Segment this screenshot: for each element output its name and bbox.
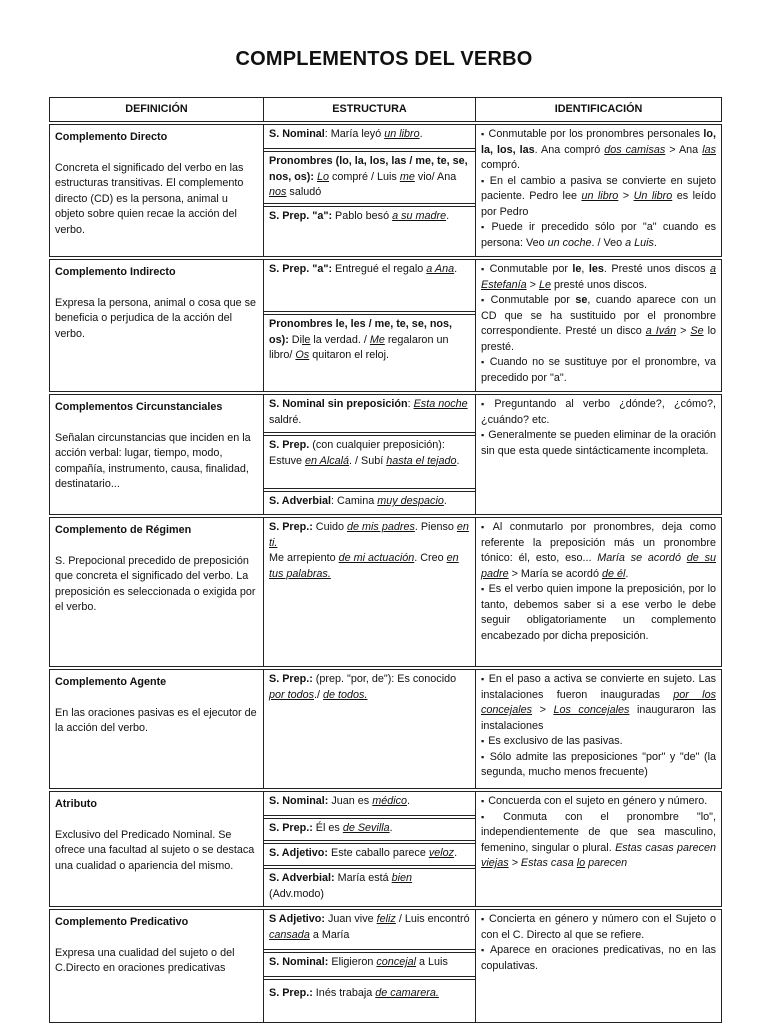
structure-text: ./ — [314, 688, 324, 701]
id-text: > — [526, 278, 539, 291]
definition-title: Complementos Circunstanciales — [55, 401, 223, 413]
structure-text: . — [407, 795, 411, 807]
example-highlight: médico — [372, 795, 408, 807]
id-text: lo presté. — [481, 325, 716, 353]
id-text: > — [532, 704, 554, 716]
example-highlight: de todos. — [323, 688, 368, 701]
structure-cell — [263, 151, 476, 204]
structure-text: a María — [309, 928, 350, 941]
example-highlight: de Sevilla — [342, 822, 390, 834]
structure-cell — [263, 818, 476, 841]
example-highlight: bien — [391, 872, 413, 884]
definition-text: Concreta el significado del verbo en las estructuras transitivas. El complemento directo (CD) es la persona, animal u objeto sobre quien recae la acción del verbo. — [55, 161, 244, 236]
identification-item — [481, 355, 716, 386]
identification-item — [481, 174, 716, 221]
id-bold: le — [572, 263, 582, 275]
structure-text: . — [389, 822, 393, 834]
definition-title: Complemento Agente — [55, 676, 167, 688]
structure-type: S. Prep.: — [269, 822, 313, 834]
id-text: Al conmutarlo por pronombres, deja como referente la preposición más un pronombre tónico: él, esto, eso... — [481, 521, 716, 564]
id-bold: les — [588, 263, 604, 275]
structure-text: : María leyó — [324, 128, 385, 140]
example-highlight: de mi actuación — [338, 552, 415, 564]
definition-title: Complemento Predicativo — [55, 916, 189, 928]
definition-text: Expresa la persona, animal o cosa que se beneficia o perjudica de la acción del verbo. — [55, 296, 257, 340]
example-highlight: cansada — [269, 928, 310, 941]
structure-text: : — [331, 495, 335, 507]
structure-text: (prep. "por, de"): Es conocido — [312, 673, 457, 685]
structure-cell — [263, 791, 476, 816]
identification-item — [481, 520, 716, 582]
structure-text: quitaron el reloj. — [309, 349, 390, 361]
structure-text: : — [407, 398, 411, 410]
example-highlight: a Estefanía — [481, 263, 716, 291]
structure-type: Pronombres le, les / me, te, se, nos, os): — [269, 318, 453, 346]
structure-type: S. Nominal — [269, 128, 325, 140]
id-text: Conmutable por — [490, 294, 576, 306]
id-text: presté unos discos. — [550, 278, 647, 291]
structure-text: la verdad. / — [310, 333, 370, 346]
definition-text: Señalan circunstancias que inciden en la acción verbal: lugar, tiempo, modo, compañía, instrumento, causa, finalidad, destinatario... — [55, 431, 251, 490]
example-highlight: concejal — [376, 956, 417, 968]
identification-item — [481, 127, 716, 174]
definition-title: Atributo — [55, 798, 97, 810]
id-text: Generalmente se pueden eliminar de la oración sin que esta quede sintácticamente incompleta. — [481, 429, 716, 457]
identification-item — [481, 220, 716, 251]
id-text: En el cambio a pasiva se convierte en sujeto paciente. Pedro lee — [481, 174, 716, 202]
identification-cell — [475, 909, 722, 1023]
structure-text: Inés trabaja — [312, 987, 376, 999]
id-text: Cuando no se sustituye por el pronombre, va precedido por "a". — [481, 356, 716, 384]
id-bold: se — [575, 294, 588, 306]
example-highlight: veloz — [428, 847, 455, 859]
structure-text: . — [454, 847, 458, 859]
example-highlight: a Iván — [645, 325, 677, 337]
example-highlight: en ti. — [269, 521, 469, 549]
structure-text: compré / Luis — [329, 170, 400, 183]
structure-type: S. Prep.: — [269, 987, 313, 999]
example-highlight: de su padre — [481, 552, 716, 580]
identification-cell — [475, 669, 722, 789]
example-highlight: le — [302, 333, 311, 346]
structure-cell — [263, 124, 476, 149]
example-highlight: las — [702, 143, 716, 156]
example-highlight: Os — [295, 349, 310, 361]
structure-text: Juan es — [328, 795, 373, 807]
structure-cell — [263, 394, 476, 433]
structure-text: Cuido — [312, 521, 348, 533]
definition-title: Complemento Indirecto — [55, 266, 176, 278]
definition-cell — [49, 259, 264, 392]
example-highlight: Los concejales — [553, 704, 630, 716]
structure-text: (Adv.modo) — [269, 887, 325, 900]
id-text: > María se acordó — [508, 567, 602, 580]
identification-item — [481, 912, 716, 943]
identification-item — [481, 734, 716, 750]
structure-text: . Pienso — [414, 521, 457, 533]
structure-text: . — [446, 210, 450, 222]
structure-cell — [263, 435, 476, 489]
example-highlight: de camarera. — [375, 987, 439, 999]
structure-type: S. Prep.: — [269, 673, 313, 685]
example-italic: un coche — [547, 236, 592, 249]
id-text: compró. — [481, 159, 521, 171]
structure-text: Di — [288, 333, 302, 346]
example-highlight: Se — [690, 325, 704, 337]
id-text: Preguntando al verbo ¿dónde?, ¿cómo?, ¿cuándo? etc. — [481, 398, 716, 426]
definition-title: Complemento de Régimen — [55, 524, 192, 536]
definition-cell — [49, 517, 264, 667]
identification-item — [481, 672, 716, 734]
identification-cell — [475, 259, 722, 392]
example-highlight: nos — [269, 186, 287, 198]
definition-text: En las oraciones pasivas es el ejecutor de la acción del verbo. — [55, 706, 257, 734]
id-text: > Ana — [665, 143, 703, 156]
id-text: En el paso a activa se convierte en sujeto. Las instalaciones fueron inauguradas — [481, 673, 716, 701]
structure-cell — [263, 259, 476, 312]
header-definicion: DEFINICIÓN — [49, 97, 264, 122]
example-highlight: muy despacio — [377, 495, 444, 507]
structure-cell — [263, 868, 476, 907]
identification-item — [481, 943, 716, 974]
example-highlight: a su madre — [392, 210, 447, 222]
identification-cell — [475, 124, 722, 257]
example-highlight: Lo — [317, 170, 330, 183]
id-text: Concierta en género y número con el Sujeto o con el C. Directo al que se refiere. — [481, 913, 716, 941]
structure-cell — [263, 952, 476, 977]
structure-text: . — [419, 128, 423, 140]
example-highlight: me — [399, 170, 415, 183]
structure-text: . / Subí — [349, 454, 387, 467]
structure-type: S. Nominal sin preposición — [269, 398, 408, 410]
example-highlight: por todos — [269, 688, 315, 701]
structure-text: saldré. — [269, 413, 302, 426]
id-text: Puede ir precedido sólo por "a" cuando es persona: Veo — [481, 221, 716, 249]
definition-cell — [49, 394, 264, 515]
identification-item — [481, 428, 716, 459]
structure-text: . — [456, 454, 460, 467]
structure-cell — [263, 669, 476, 789]
id-text: Es el verbo quien impone la preposición, por lo tanto, debemos saber si a ese verbo le debe seguir obligatoriamente un complemento encabezado por dicha preposición. — [481, 583, 716, 642]
structure-cell — [263, 314, 476, 392]
structure-text: saludó — [286, 186, 322, 198]
structure-text: vio/ Ana — [414, 170, 457, 183]
structure-text: Camina — [334, 495, 378, 507]
structure-text: . Creo — [414, 552, 447, 564]
id-text: es leído por Pedro — [481, 190, 716, 218]
structure-text: Juan vive — [325, 913, 377, 925]
definition-text: S. Prepocional precedido de preposición que concreta el significado del verbo. La preposición es seleccionada o exigida por el verbo. — [55, 554, 256, 613]
structure-text: a Luis — [416, 956, 448, 968]
structure-text: Pablo besó — [332, 210, 393, 222]
example-highlight: feliz — [376, 913, 396, 925]
definition-cell — [49, 909, 264, 1023]
structure-cell — [263, 491, 476, 515]
structure-type: S. Prep. — [269, 439, 310, 451]
structure-type: S. Adverbial — [269, 495, 332, 507]
structure-type: S. Nominal: — [269, 956, 329, 968]
identification-cell — [475, 791, 722, 907]
structure-cell — [263, 206, 476, 257]
structure-text: Él es — [312, 822, 343, 834]
structure-type: S. Adverbial: — [269, 872, 335, 884]
example-highlight: en tus palabras. — [269, 552, 459, 580]
example-italic: María se acordó — [597, 552, 687, 564]
header-identificacion: IDENTIFICACIÓN — [475, 97, 722, 122]
id-text: Sólo admite las preposiciones "por" y "de" (la segunda, mucho menos frecuente) — [481, 750, 716, 778]
example-highlight: un libro — [581, 190, 619, 202]
example-highlight: Le — [538, 278, 551, 291]
example-highlight: Un libro — [633, 190, 673, 202]
id-text: Conmutable por los pronombres personales — [488, 128, 704, 140]
id-text: > — [618, 190, 634, 202]
id-bold: lo, la, los, las — [481, 128, 716, 156]
id-text: Aparece en oraciones predicativas, no en las copulativas. — [481, 944, 716, 972]
structure-text: regalaron un libro/ — [269, 333, 449, 361]
definition-cell — [49, 791, 264, 907]
structure-cell — [263, 909, 476, 950]
example-highlight: de él — [601, 567, 626, 580]
structure-type: S. Prep. "a": — [269, 263, 333, 275]
example-highlight: en Alcalá — [305, 454, 350, 467]
example-highlight: de mis padres — [347, 521, 415, 533]
definition-cell — [49, 669, 264, 789]
structure-text: Eligieron — [328, 956, 377, 968]
example-highlight: Esta noche — [413, 398, 468, 410]
header-estructura: ESTRUCTURA — [263, 97, 476, 122]
structure-type: S. Prep. "a": — [269, 210, 333, 222]
id-text: , — [581, 263, 589, 275]
identification-cell — [475, 394, 722, 515]
example-italic: Estas casas parecen — [615, 841, 716, 854]
identification-item — [481, 293, 716, 355]
id-text: Es exclusivo de las pasivas. — [488, 735, 623, 747]
structure-type: S Adjetivo: — [269, 913, 325, 925]
id-text: . Ana compró — [534, 143, 605, 156]
identification-item — [481, 397, 716, 428]
example-highlight: lo — [576, 857, 586, 869]
structure-text: Entregué el regalo — [332, 263, 427, 275]
identification-item — [481, 794, 716, 810]
example-italic: a Luis — [625, 236, 654, 249]
id-text: . Presté unos discos — [603, 263, 710, 275]
structure-text: Me arrepiento — [269, 552, 339, 564]
structure-text: María está — [334, 872, 392, 884]
example-highlight: un libro — [384, 128, 420, 140]
id-text: > — [676, 325, 691, 337]
definition-text: Expresa una cualidad del sujeto o del C.Directo en oraciones predicativas — [55, 946, 235, 974]
structure-type: S. Nominal: — [269, 795, 329, 807]
example-highlight: dos camisas — [604, 143, 666, 156]
structure-text: . — [454, 263, 458, 275]
id-text: , cuando aparece con un CD que se ha sustituido por el pronombre correspondiente. Presté un disco — [481, 294, 716, 337]
id-text: . / Veo — [591, 236, 626, 249]
structure-cell — [263, 517, 476, 667]
structure-text: . — [443, 495, 447, 507]
example-highlight: a Ana — [426, 263, 455, 275]
identification-item — [481, 750, 716, 781]
definition-text: Exclusivo del Predicado Nominal. Se ofrece una facultad al sujeto o se destaca una cualidad o apariencia del mismo. — [55, 828, 255, 872]
structure-cell — [263, 979, 476, 1023]
structure-text: Este caballo parece — [328, 847, 429, 859]
identification-item — [481, 810, 716, 872]
identification-item — [481, 262, 716, 293]
example-highlight: viejas — [481, 857, 509, 869]
example-italic: parecen — [585, 857, 628, 869]
identification-cell — [475, 517, 722, 667]
definition-title: Complemento Directo — [55, 131, 168, 143]
structure-cell — [263, 843, 476, 866]
id-text: inauguraron las instalaciones — [481, 704, 716, 732]
id-text: . — [625, 567, 629, 580]
definition-cell — [49, 124, 264, 257]
id-text: Concuerda con el sujeto en género y número. — [488, 795, 708, 807]
id-text: . — [653, 236, 657, 249]
example-highlight: hasta el tejado — [386, 454, 457, 467]
structure-type: S. Adjetivo: — [269, 847, 328, 859]
id-text: Conmutable por — [489, 263, 573, 275]
structure-text: (con cualquier preposición): Estuve — [269, 439, 445, 467]
page-title: COMPLEMENTOS DEL VERBO — [235, 48, 533, 70]
structure-type: Pronombres (lo, la, los, las / me, te, se, nos, os): — [269, 155, 468, 183]
structure-text: / Luis encontró — [395, 913, 470, 925]
id-text: Conmuta con el pronombre "lo", independientemente de que sea masculino, femenino, singular o plural. — [481, 810, 716, 854]
structure-type: S. Prep.: — [269, 521, 313, 533]
example-highlight: Me — [369, 333, 385, 346]
example-italic: > Estas casa — [508, 857, 577, 869]
example-highlight: por los concejales — [481, 688, 716, 716]
identification-item — [481, 582, 716, 644]
